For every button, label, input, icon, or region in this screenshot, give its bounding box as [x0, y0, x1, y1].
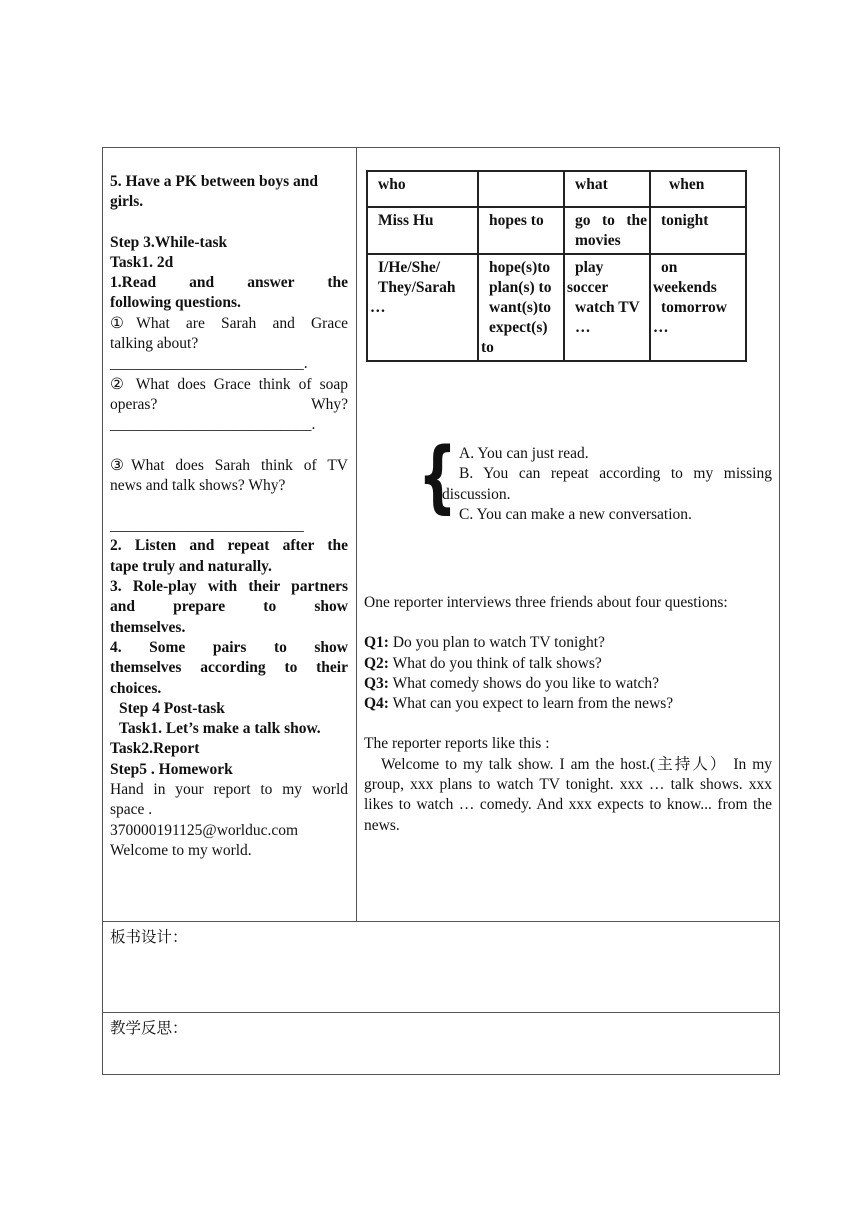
question-q3: Q3: What comedy shows do you like to watch?: [364, 674, 660, 692]
interview-intro: One reporter interviews three friends about four questions:: [364, 594, 728, 611]
read-instruction: 1.Read and answer the: [110, 274, 348, 292]
table-row: [367, 254, 746, 361]
read-instruction-cont: following questions.: [110, 294, 241, 312]
options-list: [442, 444, 772, 525]
answer-blank-1: _________________________.: [110, 355, 308, 373]
column-divider: [356, 147, 357, 921]
email-address: 370000191125@worlduc.com: [110, 821, 299, 839]
cell-when-list: on weekends tomorrow …: [650, 254, 746, 361]
table-header-row: [367, 171, 746, 207]
option-b-cont: discussion.: [442, 485, 511, 503]
answer-blank-3: _________________________: [110, 517, 304, 535]
homework-text: Hand in your report to my world: [110, 781, 348, 799]
step5-homework: Step5 . Homework: [110, 760, 233, 778]
roleplay-step-cont: and prepare to show: [110, 598, 348, 616]
cell-who: Miss Hu: [367, 207, 478, 254]
task1-heading: Task1. 2d: [110, 253, 174, 271]
board-design-label: 板书设计：: [110, 928, 188, 946]
cell-when: tonight: [650, 207, 746, 254]
option-c: C. You can make a new conversation.: [459, 505, 692, 523]
header-what: what: [564, 171, 650, 207]
who-what-when-table: [366, 170, 747, 362]
listen-step-cont: tape truly and naturally.: [110, 557, 272, 575]
step4-heading: Step 4 Post-task: [119, 699, 225, 717]
cell-verb: hopes to: [478, 207, 564, 254]
question-2: ② What does Grace think of soap: [110, 375, 348, 393]
roleplay-step: 3. Role-play with their partners: [110, 578, 348, 596]
homework-text-cont: space .: [110, 801, 153, 819]
roleplay-step-end: themselves.: [110, 618, 186, 636]
row-divider-1: [102, 921, 780, 922]
step3-heading: Step 3.While-task: [110, 233, 228, 251]
answer-blank-2: __________________________.: [110, 416, 316, 434]
listen-step: 2. Listen and repeat after the: [110, 537, 348, 555]
left-column: [110, 172, 348, 861]
question-q1: Q1: Do you plan to watch TV tonight?: [364, 634, 605, 652]
header-when: when: [650, 171, 746, 207]
pairs-step-cont: themselves according to their: [110, 659, 348, 677]
question-3: ③What does Sarah think of TV: [110, 456, 348, 474]
option-b: B. You can repeat according to my missing: [459, 465, 772, 483]
pairs-step: 4. Some pairs to show: [110, 638, 348, 656]
report-speech: Welcome to my talk show. I am the host.(主持人） In my group, xxx plans to watch TV tonight. xxx … talk shows. xxx likes to watch … comedy. And xxx expects to know... from the news.: [364, 755, 772, 834]
teaching-reflection-label: 教学反思：: [110, 1019, 188, 1037]
reporter-intro: The reporter reports like this :: [364, 735, 550, 753]
table-row: [367, 207, 746, 254]
welcome-text: Welcome to my world.: [110, 841, 252, 859]
question-1-cont: talking about?: [110, 335, 199, 353]
pk-line: 5. Have a PK between boys and girls.: [110, 173, 318, 211]
question-1: ①What are Sarah and Grace: [110, 314, 348, 332]
curly-brace: {: [418, 432, 457, 522]
question-q2: Q2: What do you think of talk shows?: [364, 654, 602, 672]
task2-report: Task2.Report: [110, 740, 200, 758]
task1-talkshow: Task1. Let’s make a talk show.: [119, 720, 321, 738]
header-verb: [478, 171, 564, 207]
cell-what-list: play soccer watch TV …: [564, 254, 650, 361]
row-divider-2: [102, 1012, 780, 1013]
option-a: A. You can just read.: [459, 445, 589, 462]
header-who: who: [367, 171, 478, 207]
cell-what: go to the movies: [564, 207, 650, 254]
interview-section: [364, 593, 772, 836]
question-3-cont: news and talk shows? Why?: [110, 476, 286, 494]
pairs-step-end: choices.: [110, 679, 162, 697]
cell-who-list: I/He/She/ They/Sarah …: [367, 254, 478, 361]
question-2-cont: operas? Why?: [110, 395, 348, 413]
cell-verb-list: hope(s)to plan(s) to want(s)to expect(s) to: [478, 254, 564, 361]
question-q4: Q4: What can you expect to learn from the news?: [364, 695, 674, 713]
